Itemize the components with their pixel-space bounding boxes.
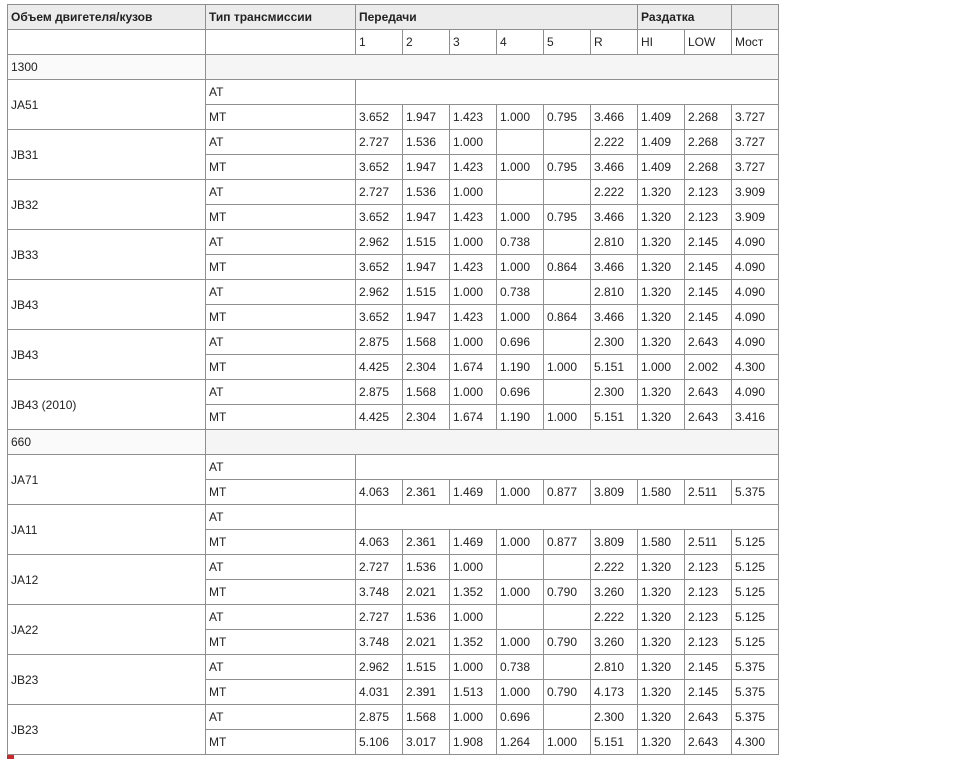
ratio-cell: 1.000 [497,630,544,655]
ratio-cell: 1.423 [450,105,497,130]
subheader-transfer-hi: HI [638,30,685,55]
ratio-cell: 3.466 [591,305,638,330]
ratio-cell: 1.568 [403,705,450,730]
ratio-cell: 2.727 [356,605,403,630]
ratio-cell [544,330,591,355]
ratio-cell: 1.000 [450,130,497,155]
model-cell: JB43 [8,280,206,330]
ratio-cell: 2.123 [685,205,732,230]
table-row [8,705,779,730]
ratio-cell: 1.320 [638,580,685,605]
ratio-cell: 3.017 [403,730,450,755]
ratio-cell: 3.727 [732,105,779,130]
ratio-cell: 1.513 [450,680,497,705]
transmission-type-cell: AT [206,705,356,730]
ratio-cell: 0.738 [497,230,544,255]
ratio-cell: 2.021 [403,630,450,655]
ratio-cell: 1.000 [450,180,497,205]
ratio-cell: 3.909 [732,180,779,205]
ratio-cell: 1.580 [638,530,685,555]
subheader-row [8,30,779,55]
ratio-cell: 0.877 [544,530,591,555]
ratio-cell: 1.320 [638,230,685,255]
ratio-cell: 1.469 [450,480,497,505]
ratio-cell: 2.145 [685,255,732,280]
table-row [8,555,779,580]
ratio-cell: 1.000 [497,530,544,555]
ratio-cell: 1.000 [497,105,544,130]
empty-values-cell [356,505,779,530]
ratio-cell: 3.466 [591,155,638,180]
ratio-cell: 4.063 [356,480,403,505]
ratio-cell: 0.864 [544,255,591,280]
ratio-cell: 1.320 [638,205,685,230]
ratio-cell: 4.173 [591,680,638,705]
table-row [8,180,779,205]
gear-ratio-table [7,4,779,755]
model-cell: JB33 [8,230,206,280]
ratio-cell: 1.568 [403,330,450,355]
ratio-cell: 2.810 [591,230,638,255]
ratio-cell: 1.000 [450,230,497,255]
ratio-cell: 2.727 [356,180,403,205]
table-row [8,330,779,355]
ratio-cell: 2.304 [403,405,450,430]
ratio-cell: 1.190 [497,355,544,380]
ratio-cell: 1.320 [638,305,685,330]
ratio-cell: 2.962 [356,280,403,305]
ratio-cell: 2.145 [685,680,732,705]
table-row [8,505,779,530]
ratio-cell: 1.000 [450,380,497,405]
ratio-cell: 1.568 [403,380,450,405]
ratio-cell: 5.151 [591,405,638,430]
ratio-cell: 1.000 [638,355,685,380]
ratio-cell: 2.810 [591,280,638,305]
ratio-cell: 0.795 [544,105,591,130]
table-row [8,380,779,405]
transmission-type-cell: AT [206,505,356,530]
ratio-cell: 1.947 [403,155,450,180]
ratio-cell: 2.145 [685,305,732,330]
ratio-cell: 5.375 [732,705,779,730]
ratio-cell: 1.000 [497,155,544,180]
ratio-cell: 1.515 [403,230,450,255]
ratio-cell: 3.909 [732,205,779,230]
ratio-cell: 1.908 [450,730,497,755]
ratio-cell: 3.416 [732,405,779,430]
model-cell: JB23 [8,655,206,705]
ratio-cell: 2.511 [685,530,732,555]
ratio-cell: 2.727 [356,555,403,580]
transmission-type-cell: MT [206,355,356,380]
ratio-cell: 1.320 [638,705,685,730]
ratio-cell: 2.123 [685,630,732,655]
table-row [8,130,779,155]
ratio-cell: 1.320 [638,180,685,205]
ratio-cell: 2.361 [403,530,450,555]
ratio-cell: 4.090 [732,280,779,305]
ratio-cell: 2.145 [685,655,732,680]
ratio-cell: 0.696 [497,380,544,405]
ratio-cell: 2.268 [685,155,732,180]
transmission-type-cell: AT [206,80,356,105]
ratio-cell: 1.000 [497,680,544,705]
ratio-cell: 0.795 [544,205,591,230]
ratio-cell: 4.300 [732,355,779,380]
ratio-cell: 0.738 [497,280,544,305]
ratio-cell: 1.674 [450,405,497,430]
ratio-cell [544,655,591,680]
ratio-cell: 3.652 [356,105,403,130]
table-row [8,605,779,630]
ratio-cell: 1.536 [403,605,450,630]
ratio-cell: 1.320 [638,730,685,755]
transmission-type-cell: AT [206,280,356,305]
empty-values-cell [356,80,779,105]
ratio-cell: 2.810 [591,655,638,680]
ratio-cell: 1.000 [544,405,591,430]
ratio-cell: 3.652 [356,305,403,330]
ratio-cell: 1.352 [450,580,497,605]
ratio-cell: 5.375 [732,680,779,705]
ratio-cell: 0.877 [544,480,591,505]
ratio-cell: 2.875 [356,380,403,405]
ratio-cell: 1.000 [497,205,544,230]
ratio-cell: 1.580 [638,480,685,505]
ratio-cell: 1.190 [497,405,544,430]
ratio-cell: 3.727 [732,130,779,155]
ratio-cell: 1.423 [450,155,497,180]
ratio-cell: 1.409 [638,155,685,180]
ratio-cell: 3.466 [591,105,638,130]
subheader-gear-3: 3 [450,30,497,55]
ratio-cell: 1.320 [638,555,685,580]
model-cell: JB23 [8,705,206,755]
ratio-cell: 2.962 [356,230,403,255]
ratio-cell [544,280,591,305]
ratio-cell: 1.352 [450,630,497,655]
model-cell: JB43 (2010) [8,380,206,430]
ratio-cell: 1.320 [638,680,685,705]
ratio-cell: 1.264 [497,730,544,755]
ratio-cell: 1.000 [450,705,497,730]
ratio-cell: 1.320 [638,655,685,680]
table-row [8,80,779,105]
ratio-cell [544,130,591,155]
transmission-type-cell: MT [206,405,356,430]
ratio-cell: 3.748 [356,630,403,655]
ratio-cell: 2.391 [403,680,450,705]
ratio-cell: 5.125 [732,580,779,605]
ratio-cell: 1.423 [450,255,497,280]
ratio-cell: 2.361 [403,480,450,505]
transmission-type-cell: AT [206,605,356,630]
ratio-cell: 1.320 [638,255,685,280]
ratio-cell [544,705,591,730]
ratio-cell: 2.875 [356,705,403,730]
ratio-cell: 3.809 [591,480,638,505]
group-filler [206,430,779,455]
ratio-cell: 1.000 [497,255,544,280]
model-cell: JA71 [8,455,206,505]
header-transfer: Раздатка [638,5,732,30]
header-gears: Передачи [356,5,638,30]
ratio-cell: 1.320 [638,380,685,405]
ratio-cell: 1.000 [544,355,591,380]
transmission-type-cell: AT [206,230,356,255]
ratio-cell: 2.123 [685,605,732,630]
ratio-cell: 2.643 [685,705,732,730]
subheader-gear-reverse: R [591,30,638,55]
subheader-gear-2: 2 [403,30,450,55]
ratio-cell: 2.222 [591,130,638,155]
group-row [8,55,779,80]
transmission-type-cell: AT [206,130,356,155]
ratio-cell: 0.790 [544,680,591,705]
ratio-cell: 2.222 [591,555,638,580]
ratio-cell [497,555,544,580]
ratio-cell: 0.696 [497,330,544,355]
ratio-cell: 1.515 [403,280,450,305]
transmission-type-cell: MT [206,530,356,555]
ratio-cell: 2.222 [591,605,638,630]
ratio-cell: 2.643 [685,405,732,430]
ratio-cell [497,180,544,205]
model-cell: JB31 [8,130,206,180]
ratio-cell: 2.268 [685,130,732,155]
ratio-cell: 2.002 [685,355,732,380]
ratio-cell: 2.300 [591,330,638,355]
ratio-cell: 1.320 [638,405,685,430]
transmission-type-cell: AT [206,655,356,680]
ratio-cell: 0.696 [497,705,544,730]
ratio-cell: 1.000 [450,555,497,580]
ratio-cell [544,180,591,205]
ratio-cell: 2.222 [591,180,638,205]
transmission-type-cell: MT [206,630,356,655]
transmission-type-cell: MT [206,680,356,705]
table-row [8,230,779,255]
ratio-cell: 3.260 [591,580,638,605]
ratio-cell: 2.145 [685,280,732,305]
model-cell: JB43 [8,330,206,380]
ratio-cell: 5.151 [591,730,638,755]
ratio-cell: 4.063 [356,530,403,555]
ratio-cell: 1.423 [450,305,497,330]
ratio-cell: 1.409 [638,130,685,155]
ratio-cell: 2.643 [685,330,732,355]
subheader-gear-4: 4 [497,30,544,55]
ratio-cell: 4.090 [732,330,779,355]
ratio-cell: 2.643 [685,730,732,755]
ratio-cell: 3.748 [356,580,403,605]
ratio-cell: 1.947 [403,305,450,330]
model-cell: JA12 [8,555,206,605]
model-cell: JA22 [8,605,206,655]
ratio-cell: 1.320 [638,630,685,655]
ratio-cell: 3.466 [591,255,638,280]
ratio-cell: 1.536 [403,180,450,205]
ratio-cell: 4.425 [356,405,403,430]
ratio-cell: 1.000 [450,330,497,355]
ratio-cell: 4.090 [732,305,779,330]
ratio-cell: 0.795 [544,155,591,180]
ratio-cell [497,130,544,155]
transmission-type-cell: MT [206,155,356,180]
subheader-gear-5: 5 [544,30,591,55]
ratio-cell: 2.268 [685,105,732,130]
header-engine-body: Объем двигетеля/кузов [8,5,206,30]
ratio-cell: 3.652 [356,255,403,280]
ratio-cell: 0.790 [544,630,591,655]
group-filler [206,55,779,80]
group-label: 660 [8,430,206,455]
ratio-cell: 3.466 [591,205,638,230]
ratio-cell: 1.000 [450,655,497,680]
ratio-cell: 1.947 [403,205,450,230]
ratio-cell: 0.790 [544,580,591,605]
ratio-cell: 1.469 [450,530,497,555]
header-transmission: Тип трансмиссии [206,5,356,30]
ratio-cell: 2.123 [685,580,732,605]
subheader-axle: Мост [732,30,779,55]
ratio-cell: 4.090 [732,230,779,255]
ratio-cell: 2.962 [356,655,403,680]
subheader-transfer-low: LOW [685,30,732,55]
table-row [8,655,779,680]
table-row [8,455,779,480]
ratio-cell: 1.320 [638,605,685,630]
ratio-cell: 3.652 [356,205,403,230]
ratio-cell [544,605,591,630]
ratio-cell: 4.090 [732,380,779,405]
ratio-cell: 2.727 [356,130,403,155]
transmission-type-cell: MT [206,305,356,330]
table-row [8,280,779,305]
transmission-type-cell: AT [206,555,356,580]
ratio-cell [497,605,544,630]
ratio-cell: 4.425 [356,355,403,380]
red-marker [7,755,14,759]
ratio-cell: 1.947 [403,255,450,280]
ratio-cell: 4.090 [732,255,779,280]
ratio-cell: 2.300 [591,380,638,405]
ratio-cell: 1.320 [638,280,685,305]
model-cell: JA11 [8,505,206,555]
group-label: 1300 [8,55,206,80]
transmission-type-cell: AT [206,180,356,205]
ratio-cell: 1.947 [403,105,450,130]
ratio-cell [544,380,591,405]
subheader-empty [8,30,206,55]
ratio-cell: 1.320 [638,330,685,355]
group-row [8,430,779,455]
ratio-cell: 5.125 [732,605,779,630]
model-cell: JA51 [8,80,206,130]
ratio-cell: 1.000 [497,480,544,505]
ratio-cell: 1.000 [450,605,497,630]
ratio-cell: 5.375 [732,480,779,505]
ratio-cell: 2.300 [591,705,638,730]
transmission-type-cell: AT [206,455,356,480]
ratio-cell: 0.864 [544,305,591,330]
ratio-cell: 3.652 [356,155,403,180]
transmission-type-cell: MT [206,480,356,505]
ratio-cell: 1.000 [497,305,544,330]
transmission-type-cell: MT [206,205,356,230]
ratio-cell [544,230,591,255]
header-empty [732,5,779,30]
transmission-type-cell: AT [206,380,356,405]
ratio-cell: 5.375 [732,655,779,680]
ratio-cell: 1.409 [638,105,685,130]
header-row [8,5,779,30]
transmission-type-cell: MT [206,255,356,280]
ratio-cell: 1.674 [450,355,497,380]
ratio-cell [544,555,591,580]
ratio-cell: 3.727 [732,155,779,180]
transmission-type-cell: MT [206,580,356,605]
ratio-cell: 1.515 [403,655,450,680]
ratio-cell: 4.300 [732,730,779,755]
ratio-cell: 1.000 [450,280,497,305]
transmission-type-cell: MT [206,105,356,130]
ratio-cell: 3.809 [591,530,638,555]
ratio-cell: 2.123 [685,555,732,580]
transmission-type-cell: MT [206,730,356,755]
ratio-cell: 1.536 [403,555,450,580]
ratio-cell: 1.000 [497,580,544,605]
model-cell: JB32 [8,180,206,230]
ratio-cell: 0.738 [497,655,544,680]
ratio-cell: 2.021 [403,580,450,605]
ratio-cell: 5.106 [356,730,403,755]
ratio-cell: 2.511 [685,480,732,505]
ratio-cell: 5.125 [732,530,779,555]
ratio-cell: 2.304 [403,355,450,380]
ratio-cell: 2.643 [685,380,732,405]
ratio-cell: 2.123 [685,180,732,205]
ratio-cell: 2.145 [685,230,732,255]
subheader-gear-1: 1 [356,30,403,55]
transmission-type-cell: AT [206,330,356,355]
ratio-cell: 5.125 [732,555,779,580]
ratio-cell: 2.875 [356,330,403,355]
ratio-cell: 5.125 [732,630,779,655]
ratio-cell: 5.151 [591,355,638,380]
subheader-empty [206,30,356,55]
ratio-cell: 3.260 [591,630,638,655]
ratio-cell: 1.000 [544,730,591,755]
ratio-cell: 1.536 [403,130,450,155]
ratio-cell: 4.031 [356,680,403,705]
ratio-cell: 1.423 [450,205,497,230]
empty-values-cell [356,455,779,480]
